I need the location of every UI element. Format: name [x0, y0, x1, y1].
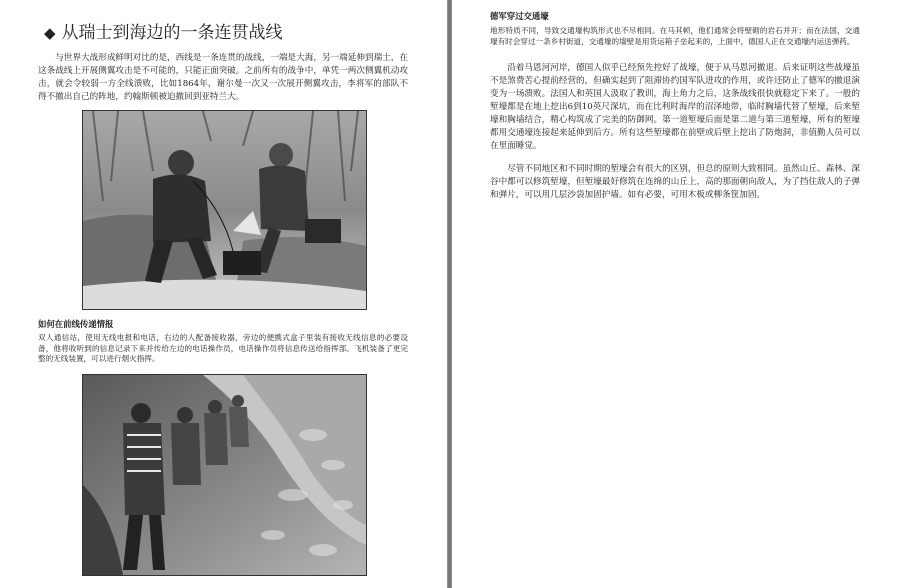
chapter-title-text: 从瑞士到海边的一条连贯战线	[61, 23, 283, 43]
diamond-bullet-icon: ◆	[44, 24, 56, 42]
caption-title-telephone: 如何在前线传递情报	[38, 319, 114, 329]
photo-soldiers-telephone-image	[83, 111, 366, 309]
intro-paragraph-block	[38, 52, 408, 104]
caption-title-trench: 德军穿过交通壕	[490, 11, 549, 21]
caption-text-telephone: 双人通信站，使用无线电报和电话，右边的人配备接收器，旁边的便携式盒子里装有接收无线信息的必要设备，他将收听到的信息记录下来并传给左边的电话操作员，电话操作员将信息传送给指挥部。飞机装备了更完整的无线装置，可以进行烟火指挥。	[38, 333, 408, 363]
photo-soldiers-trench-image	[83, 375, 366, 575]
right-body-text	[490, 62, 860, 202]
body-paragraph-1: 沿着马恩河河岸，德国人似乎已经预先控好了战壕，便于从马恩河撤退。后来证明这些战壕虽不是煞费苦心提前经营的，但确实起到了阻滞协约国军队进攻的作用，或许还防止了德军的撤退演变为一场溃败。法国人和英国人汲取了教训，海上角力之后，这条战线很快就稳定下来了。一般的堑壕都是在地上挖出6到10英尺深坑，而在比利时海岸的沼泽地带，临时胸墙代替了堑壕，后来堑壕和胸墙结合，精心构筑成了完美的防御网。第一道堑壕后面是第二道与第三道堑壕，所有的堑壕都用交通壕连接起来延伸到后方。所有这些堑壕都在前壁或后壁上挖出了防炮洞，非值勤人员可以在里面睡觉。	[490, 63, 860, 151]
body-paragraph-2: 尽管不同地区和不同时期的堑壕会有很大的区别，但总的原则大致相同。虽然山丘、森林、深谷中都可以修筑堑壕，但堑壕最好修筑在连绵的山丘上，高的那面朝向敌人，为了挡住敌人的子弹和弹片，可以用几层沙袋加固护墙。如有必要，可用木板或柳条筐加固。	[490, 164, 860, 200]
intro-paragraph: 与世界大战形成鲜明对比的是，西线是一条连贯的战线，一端是大海，另一端延伸到瑞士，在这条战线上开展侧翼攻击是不可能的，只能正面突破。之前所有的战争中，单凭一两次侧翼机动攻击，就会令较弱一方全线溃败，比如1864年，谢尔曼一次又一次展开侧翼攻击，李将军的部队不得不撤出自己的阵地，约翰斯顿被迫撤回到亚特兰大。	[38, 53, 408, 102]
chapter-title	[44, 18, 283, 43]
photo-soldiers-trench	[82, 374, 367, 576]
photo-soldiers-telephone	[82, 110, 367, 310]
caption-text-trench: 地形特质不同，导致交通壕构筑形式也不尽相同。在马其顿，他们通常会将壁砌的岩石并开；而在法国，交通壕有时会穿过一条乡村街道，交通壕的墙壁是用货运箱子垒起来的，上面中，德国人正在交通壕内运送弹药。	[490, 26, 860, 46]
